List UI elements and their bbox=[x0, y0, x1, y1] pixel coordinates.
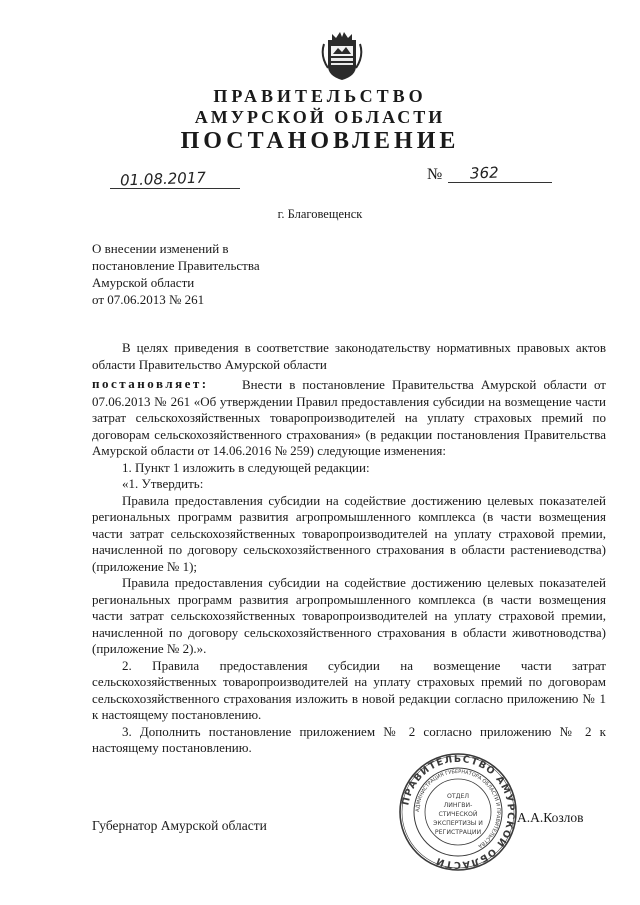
body-paragraph: Правила предоставления субсидии на содействие достижению целевых показателей региональных программ развития агропромышленного комплекса (в части возмещения части затрат сельскохозяйственных товаропроизводителей на уплату страховой премии, начисленной по договору сельскохозяйственного страхования в области животноводства) (приложение № 2).». bbox=[92, 575, 606, 656]
number-underline bbox=[448, 182, 552, 183]
resolves-heading: постановляет: bbox=[92, 376, 209, 391]
date-underline bbox=[110, 188, 240, 189]
body-paragraph: 3. Дополнить постановление приложением № 2 согласно приложению № 2 к настоящему постановлению. bbox=[92, 723, 606, 755]
city-name: г. Благовещенск bbox=[277, 207, 363, 221]
document-type-heading: ПОСТАНОВЛЕНИЕ bbox=[180, 128, 460, 154]
seal-center-line: СТИЧЕСКОЙ bbox=[438, 811, 478, 818]
seal-center-line: ЛИНГВИ- bbox=[443, 802, 473, 809]
subject-line: постановление Правительства bbox=[92, 258, 260, 273]
seal-outer-text: ПРАВИТЕЛЬСТВО АМУРСКОЙ ОБЛАСТИ bbox=[400, 753, 517, 871]
seal-inner-ring-text: АДМИНИСТРАЦИЯ ГУБЕРНАТОРА ОБЛАСТИ И ПРАВИТЕЛЬСТВА bbox=[414, 768, 502, 849]
government-heading: ПРАВИТЕЛЬСТВО bbox=[213, 86, 427, 106]
body-paragraph: Правила предоставления субсидии на содействие достижению целевых показателей региональных программ развития агропромышленного комплекса (в части возмещения части затрат сельскохозяйственных товаропроизводителей на уплату страховой премии, начисленной по договору сельскохозяйственного страхования в области растениеводства) (приложение № 1); bbox=[92, 492, 606, 574]
body-paragraph: Внести в постановление Правительства Амурской области от 07.06.2013 № 261 «Об утверждении Правил предоставления субсидии на возмещение части затрат сельскохозяйственных товаропроизводителей на уплату страховых премий по договорам сельскохозяйственного страхования» (в редакции постановления Правительства Амурской области от 14.06.2016 № 259) следующие изменения: bbox=[92, 377, 606, 458]
document-subject bbox=[92, 240, 260, 308]
seal-center-line: ОТДЕЛ bbox=[446, 793, 470, 800]
date-handwritten: 01.08.2017 bbox=[119, 168, 207, 190]
seal-center-line: ЭКСПЕРТИЗЫ И bbox=[433, 820, 483, 827]
signatory-title: Губернатор Амурской области bbox=[92, 818, 267, 833]
body-paragraph: 1. Пункт 1 изложить в следующей редакции: bbox=[122, 459, 370, 475]
region-heading: АМУРСКОЙ ОБЛАСТИ bbox=[194, 107, 446, 127]
svg-text:АДМИНИСТРАЦИЯ ГУБЕРНАТОРА ОБЛА bbox=[415, 769, 501, 849]
preamble-paragraph: В целях приведения в соответствие законодательству нормативных правовых актов области Правительство Амурской области bbox=[92, 340, 606, 372]
subject-line: от 07.06.2013 № 261 bbox=[92, 292, 205, 307]
subject-line: Амурской области bbox=[92, 275, 195, 290]
official-seal-stamp bbox=[398, 752, 518, 872]
body-paragraph: 2. Правила предоставления субсидии на возмещение части затрат сельскохозяйственных товаропроизводителей на уплату страховых премий по договорам сельскохозяйственного страхования изложить в новой редакции согласно приложению № 1 к настоящему постановлению. bbox=[92, 657, 606, 722]
resolution-body bbox=[92, 377, 606, 757]
subject-line: О внесении изменений в bbox=[92, 241, 229, 256]
coat-of-arms-emblem bbox=[320, 26, 364, 82]
signatory-name: А.А.Козлов bbox=[517, 810, 584, 825]
number-handwritten: 362 bbox=[469, 163, 499, 183]
body-paragraph: «1. Утвердить: bbox=[122, 476, 204, 491]
seal-center-line: РЕГИСТРАЦИИ bbox=[434, 829, 482, 836]
number-sign: № bbox=[427, 166, 443, 183]
